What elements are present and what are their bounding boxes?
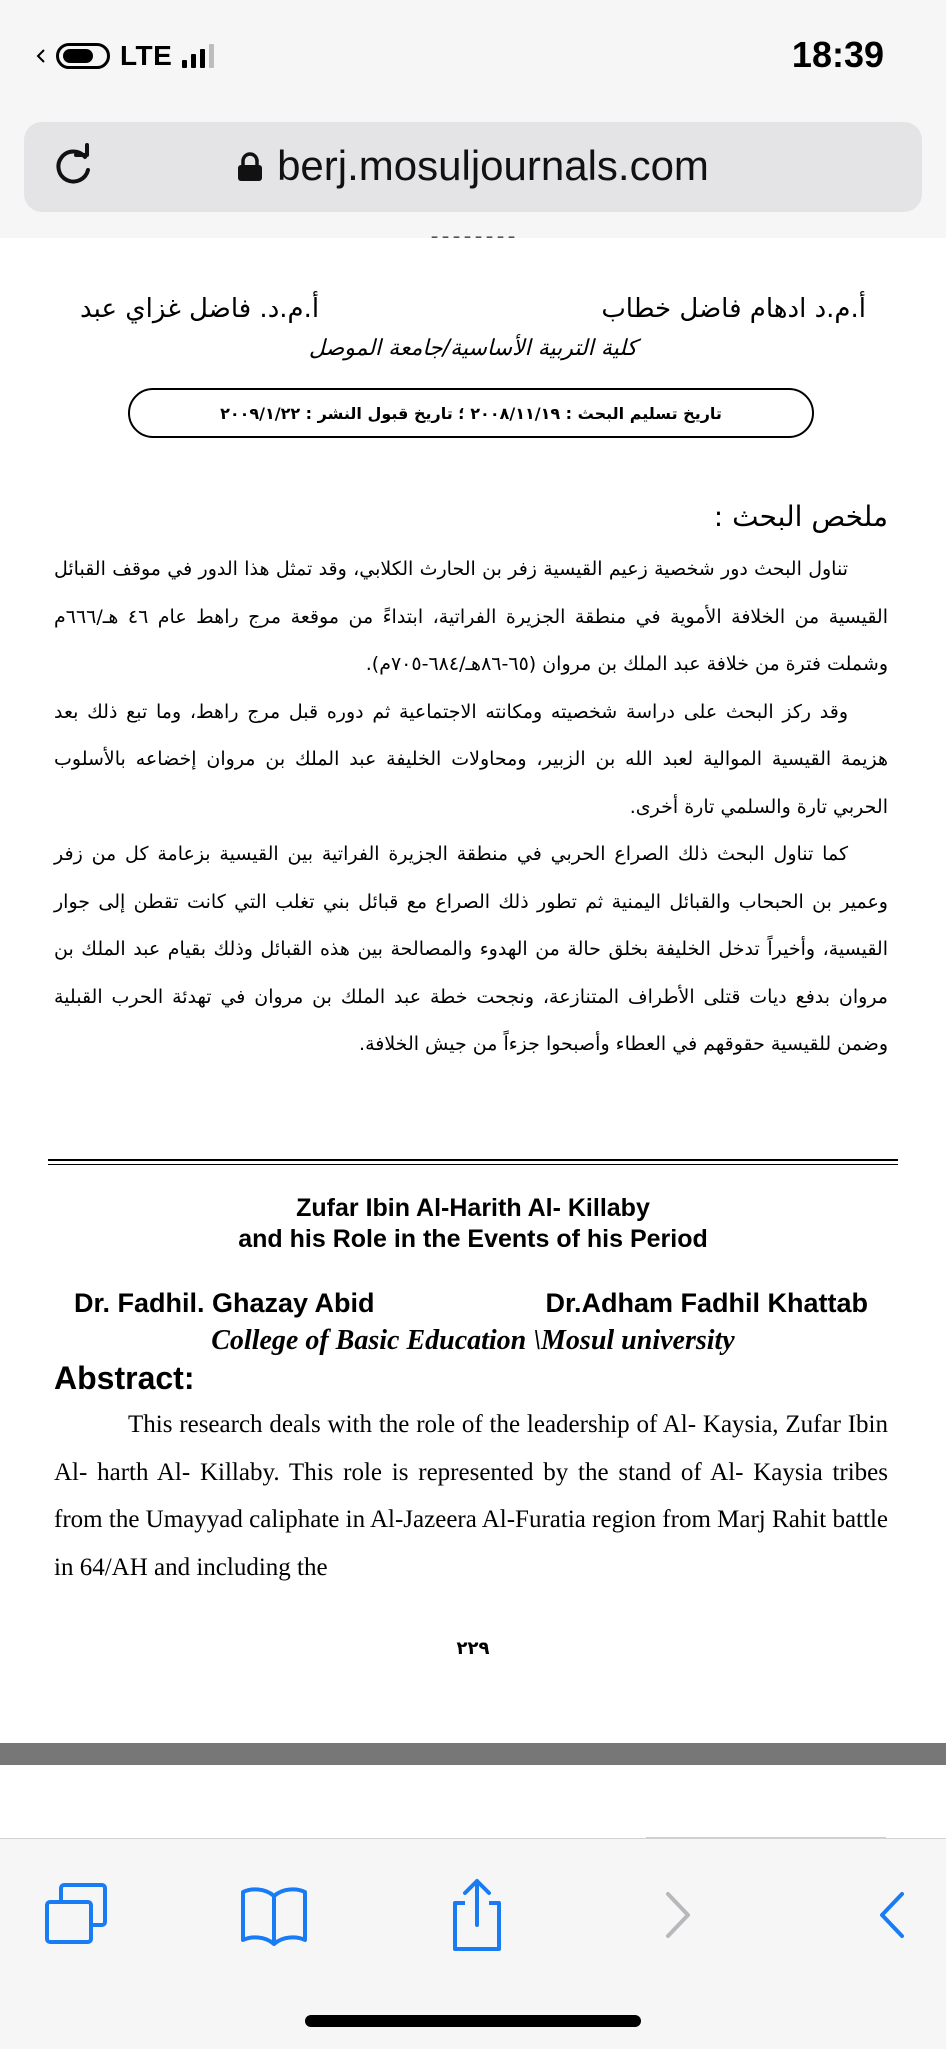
author-en-1: Dr. Fadhil. Ghazay Abid bbox=[74, 1288, 375, 1318]
english-title bbox=[0, 1193, 946, 1255]
abstract-ar-body bbox=[54, 546, 888, 1069]
english-title-line-1: Zufar Ibin Al-Harith Al- Killaby bbox=[296, 1194, 650, 1222]
address-bar[interactable] bbox=[24, 122, 922, 212]
clock: 18:39 bbox=[791, 34, 884, 75]
divider bbox=[48, 1159, 898, 1161]
share-icon bbox=[447, 1877, 507, 1953]
back-button[interactable] bbox=[852, 1875, 932, 1955]
abstract-ar-paragraph: وقد ركز البحث على دراسة شخصيته ومكانته الاجتماعية ثم دوره قبل مرج راهط، وما تبع ذلك بعد هزيمة القيسية الموالية لعبد الله بن الزبير، ومحاولات الخليفة عبد الملك بن مروان إخضاعه بالأسلوب الحربي تارة والسلمي تارة أخرى. bbox=[54, 700, 888, 818]
cropped-title-line: ـ ـ ـ ـ ـ ـ ـ ـ bbox=[431, 222, 515, 243]
document-page[interactable] bbox=[0, 222, 946, 1743]
author-ar-2: أ.م.د. فاضل غزاي عبد bbox=[80, 294, 320, 324]
url-display[interactable] bbox=[24, 142, 922, 190]
browser-header bbox=[0, 110, 946, 239]
english-title-line-2: and his Role in the Events of his Period bbox=[238, 1225, 708, 1253]
dates-box bbox=[128, 388, 814, 438]
status-left bbox=[36, 40, 214, 72]
network-type: LTE bbox=[120, 40, 173, 71]
authors-english bbox=[74, 1288, 868, 1322]
page-number: ٢٢٩ bbox=[456, 1638, 490, 1659]
browser-toolbar bbox=[0, 1838, 946, 2049]
battery-icon bbox=[56, 43, 110, 69]
abstract-en-title: Abstract: bbox=[54, 1360, 195, 1396]
back-to-app-icon bbox=[36, 49, 46, 63]
abstract-ar-paragraph: كما تناول البحث ذلك الصراع الحربي في منطقة الجزيرة الفراتية بين القيسية بزعامة كل من زفر وعمير بن الحبحاب والقبائل اليمنية ثم تطور ذلك الصراع مع قبائل بني تغلب التي كانت تقطن إلى جوار القيسية، وأخيراً تدخل الخليفة بخلق حالة من الهدوء والمصالحة بين هذه القبائل وذلك بقيام عبد الملك بن مروان بدفع ديات قتلى الأطراف المتنازعة، ونجحت خطة عبد الملك بن مروان في تهدئة الحرب القبلية وضمن للقيسية حقوقهم في العطاء وأصبحوا جزءاً من جيش الخلافة. bbox=[54, 843, 888, 1055]
signal-icon bbox=[182, 44, 214, 68]
chevron-right-icon bbox=[660, 1890, 696, 1940]
lock-icon bbox=[237, 152, 263, 182]
abstract-ar-paragraph: تناول البحث دور شخصية زعيم القيسية زفر بن الحارث الكلابي، وقد تمثل هذا الدور في موقف القبائل القيسية من الخلافة الأموية في منطقة الجزيرة الفراتية، ابتداءً من موقعة مرج راهط عام ٤٦ هـ/٦٦٦م وشملت فترة من خلافة عبد الملك بن مروان (٦٥-٨٦هـ/٦٨٤-٧٠٥م). bbox=[54, 558, 888, 675]
dates-text: تاريخ تسليم البحث : ٢٠٠٨/١١/١٩ ؛ تاريخ قبول النشر : ٢٠٠٩/١/٢٢ bbox=[220, 403, 722, 423]
authors-arabic bbox=[80, 294, 866, 334]
chevron-left-icon bbox=[874, 1890, 910, 1940]
book-icon bbox=[239, 1884, 309, 1946]
abstract-ar-title: ملخص البحث : bbox=[713, 500, 888, 533]
bookmarks-button[interactable] bbox=[234, 1875, 314, 1955]
author-ar-1: أ.م.د ادهام فاضل خطاب bbox=[601, 294, 866, 324]
next-page-area bbox=[0, 1765, 946, 1838]
college-arabic: كلية التربية الأساسية/جامعة الموصل bbox=[308, 336, 638, 361]
home-indicator[interactable] bbox=[305, 2015, 641, 2027]
author-en-2: Dr.Adham Fadhil Khattab bbox=[545, 1288, 868, 1318]
forward-button[interactable] bbox=[638, 1875, 718, 1955]
url-text: berj.mosuljournals.com bbox=[277, 142, 709, 189]
page-separator bbox=[0, 1743, 946, 1765]
abstract-en-body: This research deals with the role of the leadership of Al- Kaysia, Zufar Ibin Al- harth Al- Killaby. This role is represented by the stand of Al- Kaysia tribes from the Umayyad caliphate in Al-Jazeera Al-Furatia region from Marj Rahit battle in 64/AH and including the bbox=[54, 1411, 888, 1581]
tabs-button[interactable] bbox=[36, 1875, 116, 1955]
tabs-icon bbox=[41, 1882, 111, 1948]
status-bar bbox=[0, 0, 946, 110]
college-english: College of Basic Education \Mosul university bbox=[211, 1325, 735, 1356]
divider bbox=[48, 1164, 898, 1165]
share-button[interactable] bbox=[437, 1875, 517, 1955]
